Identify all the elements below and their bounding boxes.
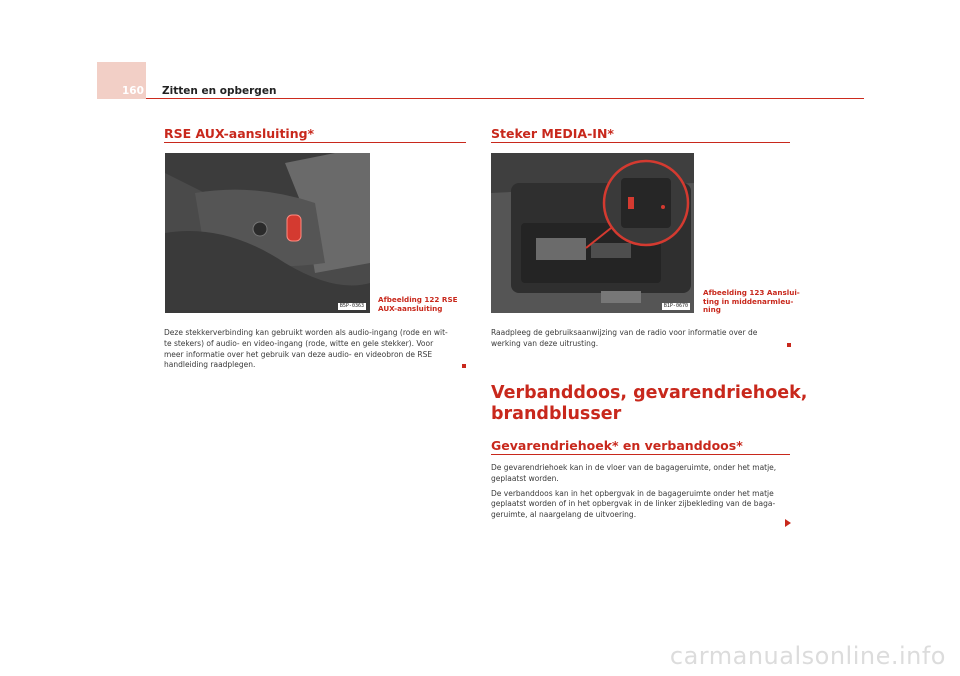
subsection-rule [491,454,790,455]
right-body-text [491,328,757,350]
caption-line: AUX-aansluiting [378,303,443,313]
subsection-title: Gevarendriehoek* en verbanddoos* [491,438,743,453]
body-line: handleiding raadplegen. [164,360,256,370]
body-line: De verbanddoos kan in het opbergvak in de bagageruimte onder het matje [491,488,774,498]
body-line: werking van deze uitrusting. [491,338,599,348]
section-rule-left [164,142,466,143]
photo-rse-aux [165,153,370,313]
chapter-title-line: brandblusser [491,404,622,424]
header-rule [146,98,864,99]
caption-line: ting in middenarmleu- [703,296,794,306]
section-end-mark [787,343,791,347]
left-body-text [164,328,448,371]
caption-line: Afbeelding 123 Aanslui- [703,288,800,297]
body-line: geruimte, al naargelang de uitvoering. [491,510,637,520]
body-line: Deze stekkerverbinding kan gebruikt worden als audio-ingang (rode en wit- [164,328,448,337]
figure-caption-left [378,296,458,313]
photo-media-in [491,153,694,313]
watermark: carmanualsonline.info [669,642,946,670]
section-title-media-in: Steker MEDIA-IN* [491,126,614,141]
section-title-rse-aux: RSE AUX-aansluiting* [164,126,315,141]
page-number: 160 [122,85,144,97]
caption-line: Afbeelding 122 RSE [378,295,458,304]
caption-line: ning [703,305,721,314]
chapter-title [491,383,807,425]
section-end-mark [462,364,466,368]
body-line: meer informatie over het gebruik van deze audio- en videobron de RSE [164,349,433,359]
figure-caption-right [703,289,800,315]
running-head: Zitten en opbergen [162,85,277,97]
body-line: geplaatst worden. [491,473,559,483]
figure-code-right: B1P-0670 [663,303,688,309]
continue-arrow-icon [785,519,791,527]
body-line: geplaatst worden of in het opbergvak in de linker zijbekleding van de baga- [491,499,776,509]
right-body-text-2 [491,463,776,525]
body-line: Raadpleeg de gebruiksaanwijzing van de radio voor informatie over de [491,328,758,337]
paragraph [491,489,776,521]
chapter-title-line: Verbanddoos, gevarendriehoek, [491,383,808,403]
section-rule-right [491,142,790,143]
paragraph [491,463,776,485]
body-line: De gevarendriehoek kan in de vloer van de bagageruimte, onder het matje, [491,463,777,472]
figure-code-left: B5P-0363 [339,303,364,309]
body-line: te stekers) of audio- en video-ingang (rode, witte en gele stekker). Voor [164,338,434,348]
